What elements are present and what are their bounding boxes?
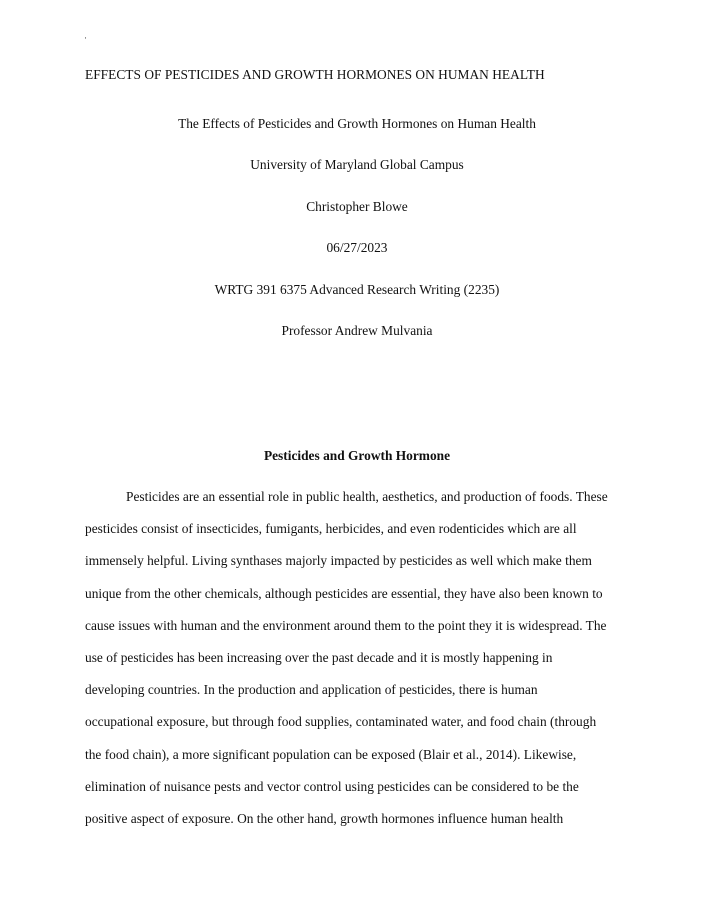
body-paragraph [85,488,633,842]
paper-title: The Effects of Pesticides and Growth Hormones on Human Health [178,116,536,131]
course-name: WRTG 391 6375 Advanced Research Writing (2235) [214,282,500,297]
paragraph-line: use of pesticides has been increasing over the past decade and it is mostly happening in [85,649,553,665]
instructor-name: Professor Andrew Mulvania [281,323,433,338]
paragraph-line: developing countries. In the production and application of pesticides, there is human [85,682,538,698]
paragraph-line: pesticides consist of insecticides, fumigants, herbicides, and even rodenticides which are all [85,521,577,537]
institution: University of Maryland Global Campus [250,157,464,172]
paragraph-line: immensely helpful. Living synthases majorly impacted by pesticides as well which make them [85,553,592,569]
section-heading: Pesticides and Growth Hormone [263,448,451,463]
running-head: EFFECTS OF PESTICIDES AND GROWTH HORMONES ON HUMAN HEALTH [85,67,545,82]
paragraph-line: elimination of nuisance pests and vector control using pesticides can be considered to be the [85,778,579,794]
date: 06/27/2023 [326,240,388,255]
paragraph-line: unique from the other chemicals, although pesticides are essential, they have also been known to [85,585,603,601]
author-name: Christopher Blowe [306,199,408,214]
paragraph-line: cause issues with human and the environment around them to the point they it is widespread. The [85,617,607,633]
paragraph-line: the food chain), a more significant population can be exposed (Blair et al., 2014). Likewise, [85,746,577,762]
corner-mark: · [84,33,87,43]
paragraph-line: occupational exposure, but through food supplies, contaminated water, and food chain (through [85,714,597,730]
paragraph-line: Pesticides are an essential role in public health, aesthetics, and production of foods. These [126,489,608,504]
paragraph-line: positive aspect of exposure. On the other hand, growth hormones influence human health [85,810,564,826]
